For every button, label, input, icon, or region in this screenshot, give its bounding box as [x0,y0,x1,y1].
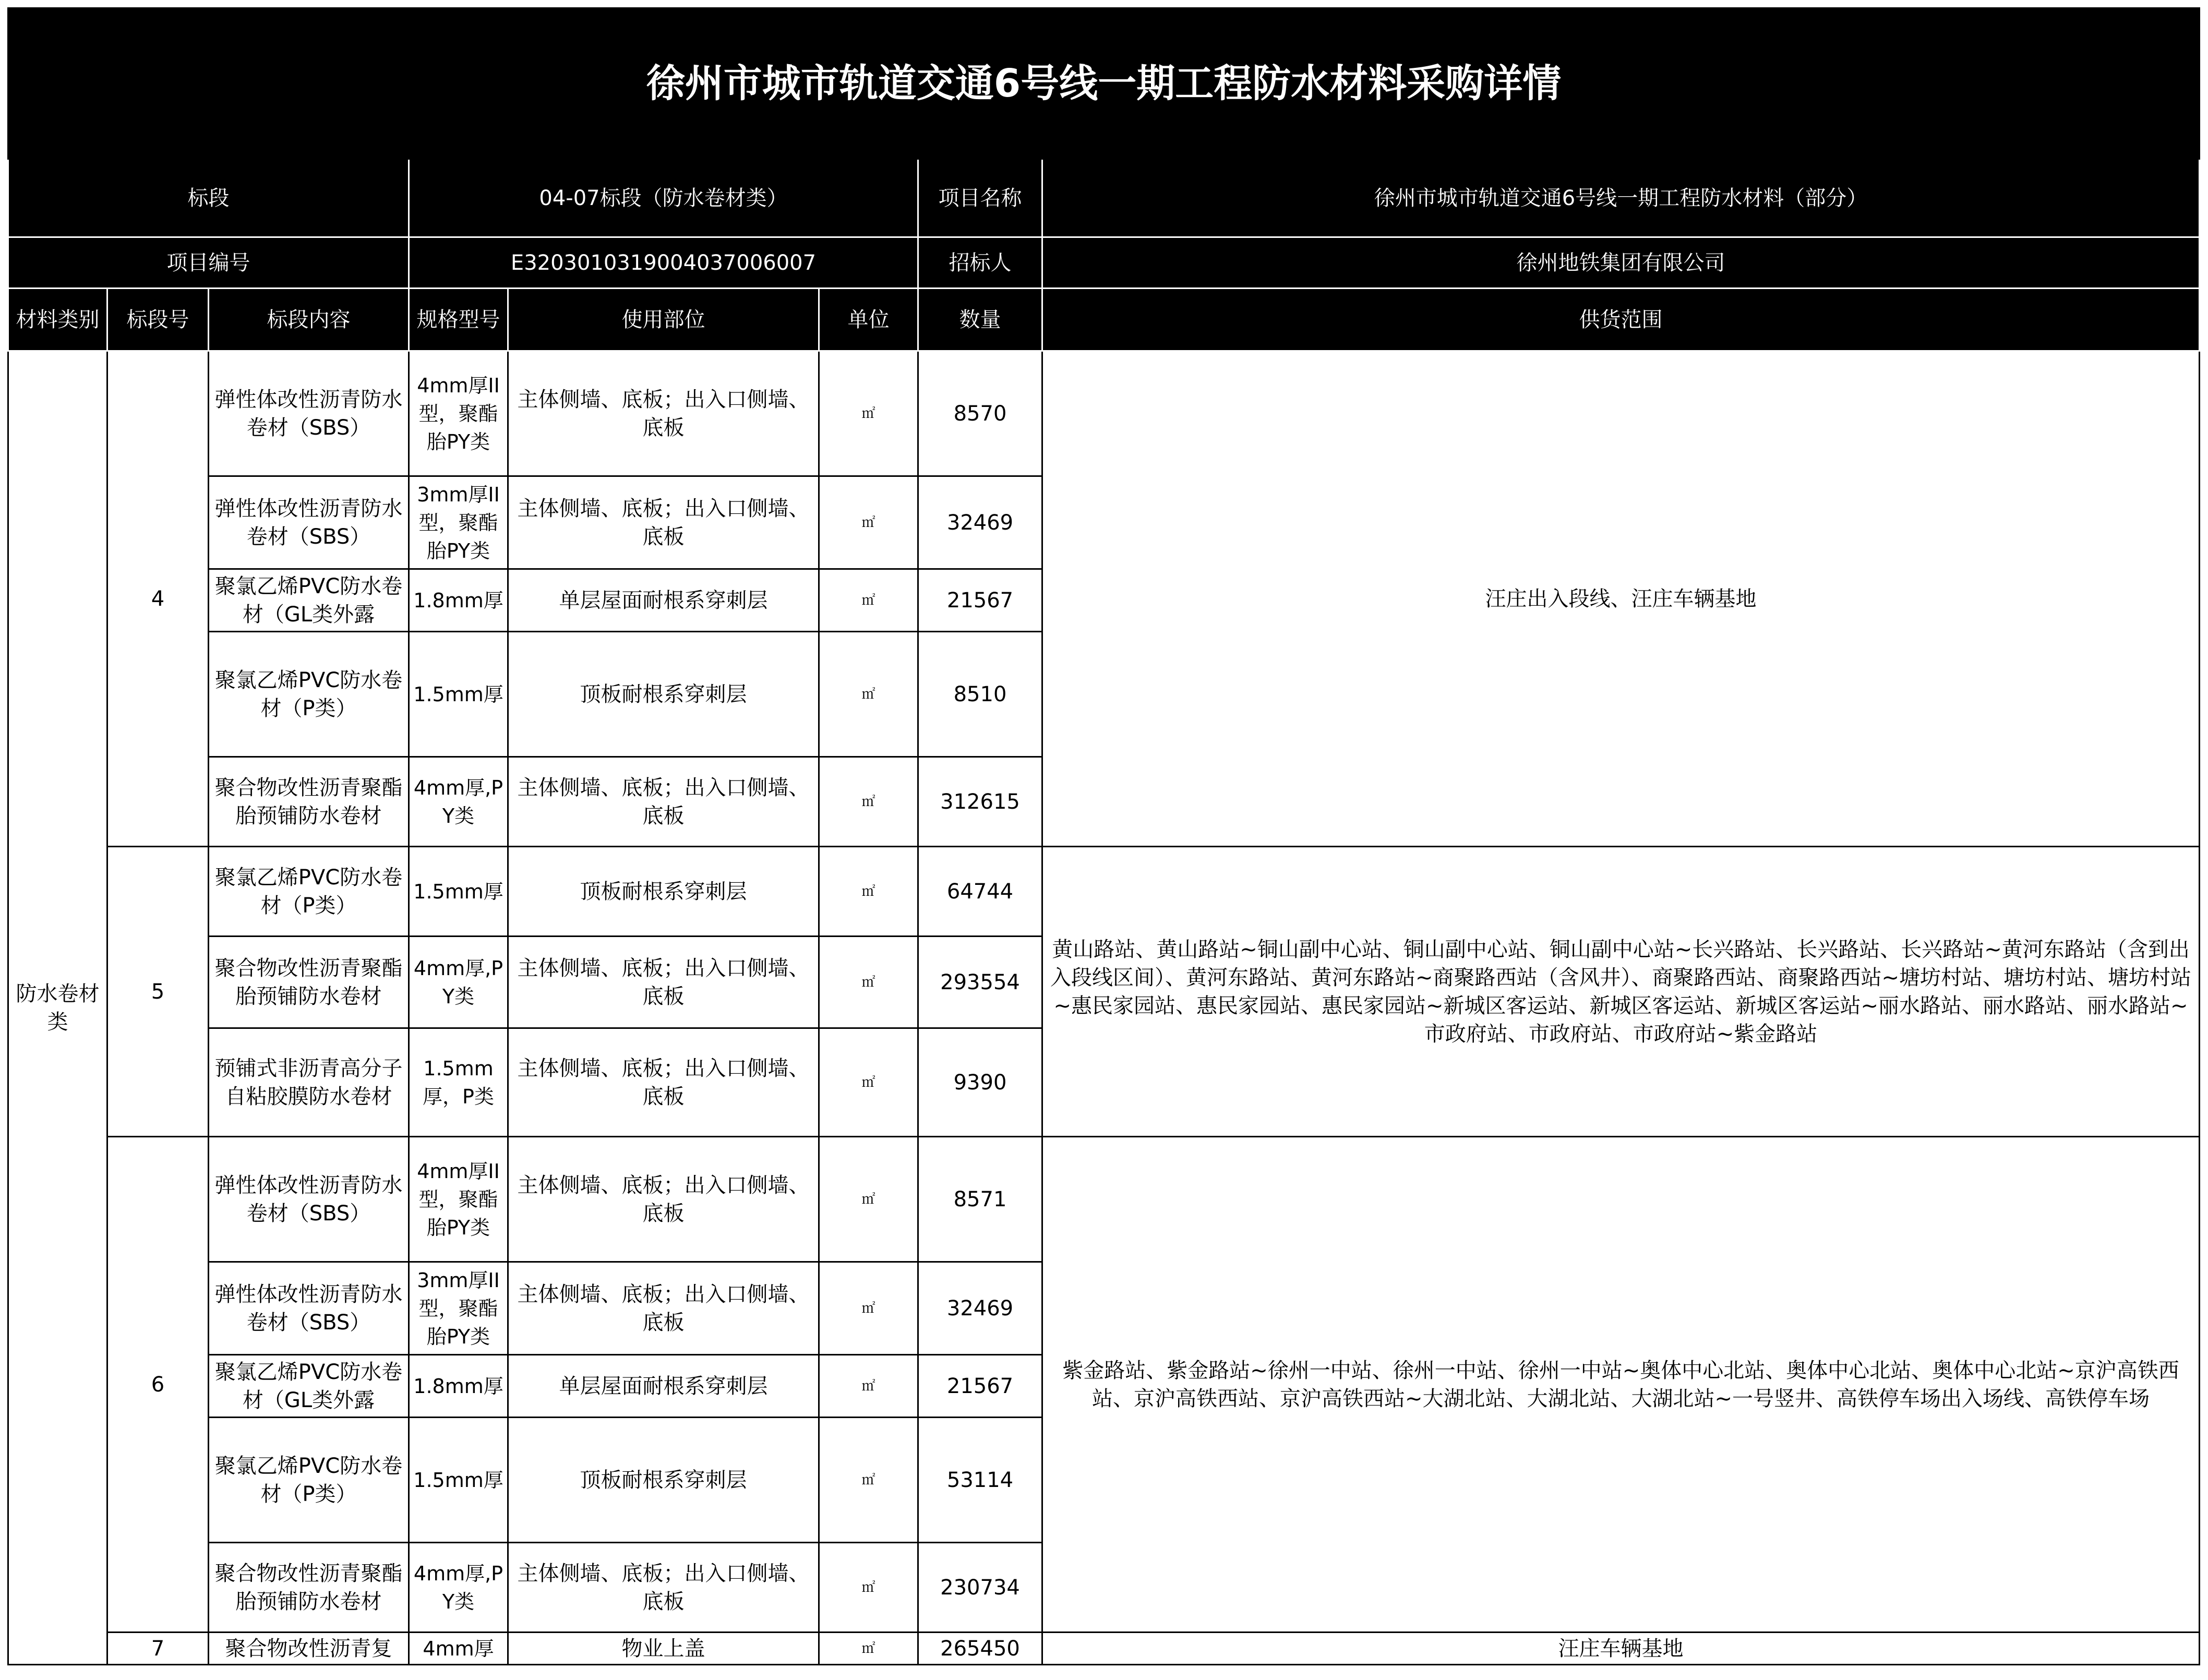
qty-cell: 64744 [918,847,1042,937]
location-cell: 主体侧墙、底板；出入口侧墙、底板 [508,476,819,569]
location-cell: 单层屋面耐根系穿刺层 [508,569,819,632]
qty-cell: 21567 [918,569,1042,632]
qty-cell: 265450 [918,1633,1042,1665]
spec-cell: 4mm厚,PY类 [409,937,508,1028]
location-cell: 主体侧墙、底板；出入口侧墙、底板 [508,351,819,476]
spec-cell: 3mm厚II型，聚酯胎PY类 [409,476,508,569]
content-cell: 弹性体改性沥青防水卷材（SBS） [209,351,409,476]
spec-cell: 4mm厚II型，聚酯胎PY类 [409,351,508,476]
qty-cell: 293554 [918,937,1042,1028]
qty-cell: 312615 [918,757,1042,847]
unit-cell: ㎡ [819,351,918,476]
procurement-table [7,7,2200,1665]
location-cell: 主体侧墙、底板；出入口侧墙、底板 [508,1028,819,1137]
table-row [8,1633,2200,1665]
spec-cell: 1.5mm厚 [409,847,508,937]
unit-cell: ㎡ [819,569,918,632]
project-name-label: 项目名称 [918,159,1042,237]
unit-cell: ㎡ [819,1137,918,1262]
section-no: 4 [107,351,209,847]
content-cell: 聚氯乙烯PVC防水卷材（GL类外露 [209,1355,409,1418]
unit-cell: ㎡ [819,1355,918,1418]
qty-cell: 230734 [918,1543,1042,1633]
col-header-unit: 单位 [819,289,918,351]
section-value: 04-07标段（防水卷材类） [409,159,918,237]
col-header-content: 标段内容 [209,289,409,351]
unit-cell: ㎡ [819,847,918,937]
location-cell: 顶板耐根系穿刺层 [508,1418,819,1543]
spec-cell: 3mm厚II型，聚酯胎PY类 [409,1262,508,1355]
unit-cell: ㎡ [819,1418,918,1543]
unit-cell: ㎡ [819,1262,918,1355]
qty-cell: 32469 [918,476,1042,569]
qty-cell: 8571 [918,1137,1042,1262]
col-header-location: 使用部位 [508,289,819,351]
section-no: 6 [107,1137,209,1633]
unit-cell: ㎡ [819,1633,918,1665]
location-cell: 主体侧墙、底板；出入口侧墙、底板 [508,1137,819,1262]
spec-cell: 4mm厚,PY类 [409,757,508,847]
location-cell: 主体侧墙、底板；出入口侧墙、底板 [508,937,819,1028]
qty-cell: 53114 [918,1418,1042,1543]
supply-scope: 汪庄出入段线、汪庄车辆基地 [1042,351,2200,847]
col-header-scope: 供货范围 [1042,289,2200,351]
section-label: 标段 [8,159,409,237]
col-header-section-no: 标段号 [107,289,209,351]
location-cell: 物业上盖 [508,1633,819,1665]
content-cell: 聚合物改性沥青复 [209,1633,409,1665]
spec-cell: 4mm厚II型，聚酯胎PY类 [409,1137,508,1262]
content-cell: 聚合物改性沥青聚酯胎预铺防水卷材 [209,1543,409,1633]
project-code-label: 项目编号 [8,237,409,289]
unit-cell: ㎡ [819,937,918,1028]
unit-cell: ㎡ [819,476,918,569]
col-header-category: 材料类别 [8,289,107,351]
tenderer-label: 招标人 [918,237,1042,289]
content-cell: 弹性体改性沥青防水卷材（SBS） [209,476,409,569]
content-cell: 聚合物改性沥青聚酯胎预铺防水卷材 [209,937,409,1028]
procurement-sheet [7,7,2200,1665]
qty-cell: 32469 [918,1262,1042,1355]
content-cell: 聚氯乙烯PVC防水卷材（P类） [209,847,409,937]
content-cell: 弹性体改性沥青防水卷材（SBS） [209,1137,409,1262]
supply-scope: 紫金路站、紫金路站~徐州一中站、徐州一中站、徐州一中站~奥体中心北站、奥体中心北站、奥体中心北站~京沪高铁西站、京沪高铁西站、京沪高铁西站~大湖北站、大湖北站、大湖北站~一号竖井、高铁停车场出入场线、高铁停车场 [1042,1137,2200,1633]
content-cell: 聚氯乙烯PVC防水卷材（GL类外露 [209,569,409,632]
spec-cell: 4mm厚,PY类 [409,1543,508,1633]
location-cell: 顶板耐根系穿刺层 [508,847,819,937]
table-row [8,1137,2200,1262]
unit-cell: ㎡ [819,1543,918,1633]
content-cell: 聚合物改性沥青聚酯胎预铺防水卷材 [209,757,409,847]
project-name-value: 徐州市城市轨道交通6号线一期工程防水材料（部分） [1042,159,2200,237]
unit-cell: ㎡ [819,757,918,847]
qty-cell: 8570 [918,351,1042,476]
table-row [8,351,2200,476]
qty-cell: 9390 [918,1028,1042,1137]
location-cell: 主体侧墙、底板；出入口侧墙、底板 [508,1543,819,1633]
section-no: 5 [107,847,209,1137]
qty-cell: 8510 [918,632,1042,757]
content-cell: 弹性体改性沥青防水卷材（SBS） [209,1262,409,1355]
spec-cell: 1.5mm厚 [409,1418,508,1543]
qty-cell: 21567 [918,1355,1042,1418]
section-no: 7 [107,1633,209,1665]
supply-scope: 黄山路站、黄山路站~铜山副中心站、铜山副中心站、铜山副中心站~长兴路站、长兴路站、长兴路站~黄河东路站（含到出入段线区间）、黄河东路站、黄河东路站~商聚路西站（含风井）、商聚路西站、商聚路西站~塘坊村站、塘坊村站、塘坊村站~惠民家园站、惠民家园站、惠民家园站~新城区客运站、新城区客运站、新城区客运站~丽水路站、丽水路站、丽水路站~市政府站、市政府站、市政府站~紫金路站 [1042,847,2200,1137]
supply-scope: 汪庄车辆基地 [1042,1633,2200,1665]
unit-cell: ㎡ [819,1028,918,1137]
location-cell: 主体侧墙、底板；出入口侧墙、底板 [508,1262,819,1355]
col-header-spec: 规格型号 [409,289,508,351]
location-cell: 单层屋面耐根系穿刺层 [508,1355,819,1418]
content-cell: 预铺式非沥青高分子自粘胶膜防水卷材 [209,1028,409,1137]
spec-cell: 1.5mm厚 [409,632,508,757]
spec-cell: 1.5mm厚，P类 [409,1028,508,1137]
content-cell: 聚氯乙烯PVC防水卷材（P类） [209,632,409,757]
unit-cell: ㎡ [819,632,918,757]
location-cell: 顶板耐根系穿刺层 [508,632,819,757]
project-code-value: E3203010319004037006007 [409,237,918,289]
material-category: 防水卷材类 [8,351,107,1665]
tenderer-value: 徐州地铁集团有限公司 [1042,237,2200,289]
col-header-qty: 数量 [918,289,1042,351]
spec-cell: 1.8mm厚 [409,569,508,632]
location-cell: 主体侧墙、底板；出入口侧墙、底板 [508,757,819,847]
spec-cell: 4mm厚 [409,1633,508,1665]
table-row [8,847,2200,937]
page-title: 徐州市城市轨道交通6号线一期工程防水材料采购详情 [8,8,2200,159]
content-cell: 聚氯乙烯PVC防水卷材（P类） [209,1418,409,1543]
spec-cell: 1.8mm厚 [409,1355,508,1418]
